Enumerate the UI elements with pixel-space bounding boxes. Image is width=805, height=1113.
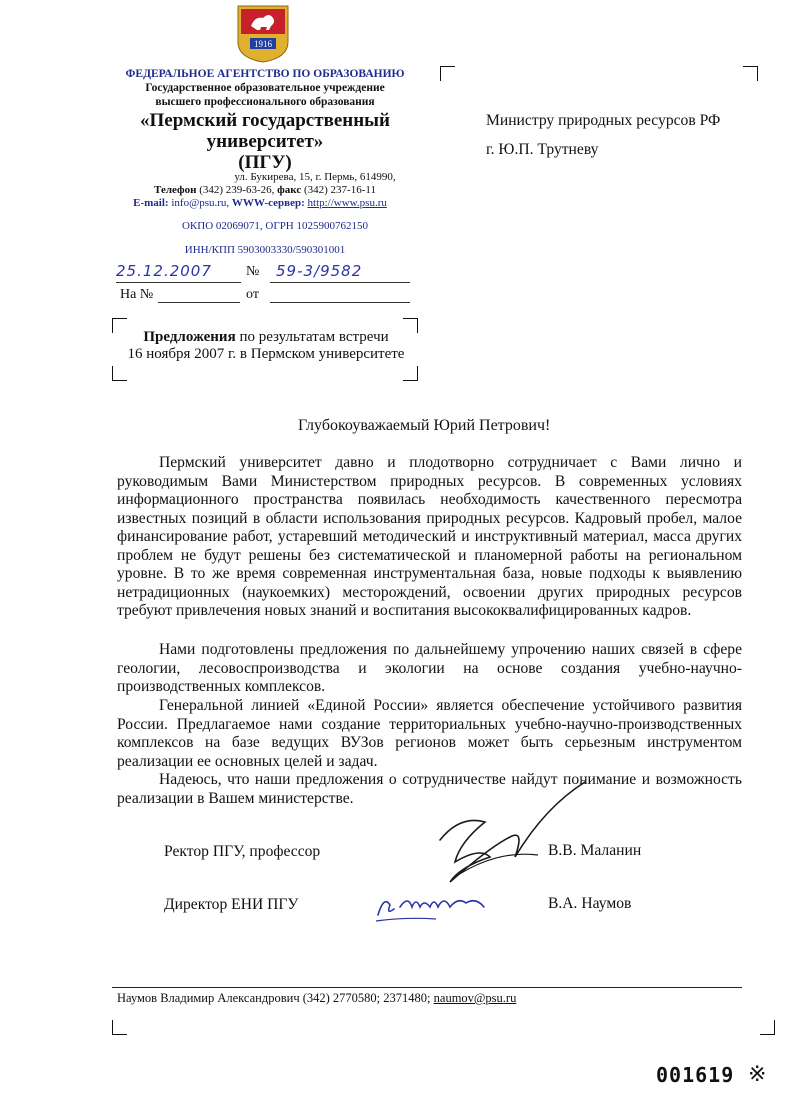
signatory-2-name: В.А. Наумов <box>548 895 632 912</box>
phone-label: Телефон <box>154 184 197 196</box>
reference-underline <box>158 302 240 303</box>
greeting: Глубокоуважаемый Юрий Петрович! <box>298 417 551 434</box>
outgoing-number-field <box>276 262 362 281</box>
subject-line2: 16 ноября 2007 г. в Пермском университете <box>127 346 405 362</box>
subject-corner-br <box>403 366 418 381</box>
subject-line1 <box>116 329 416 346</box>
institution-type-line2: высшего профессионального образования <box>155 96 375 108</box>
body-paragraph-1-text: Пермский университет давно и плодотворно сотрудничает с Вами лично и руководимым Вами Министерством природных ресурсов. В современных условиях информационного пространства появилась необходимость качественного пересмотра известных позиций в области использования природных ресурсов. Кадровый пробел, малое финансирование работ, устаревший методический и инструктивный материал, масса других проблем не будут решены без систематической и планомерной работы на региональном уровне. В то же время современная инструментальная база, новые подходы к выявлению нетрадиционных (наукоемких) месторождений, освоении других природных ресурсов требуют привлечения новых знаний и воспитания высококвалифицированных кадров. <box>117 454 742 619</box>
phone-fax-line <box>100 184 430 197</box>
document-serial-number: 001619 <box>656 1063 735 1087</box>
email-address[interactable]: info@psu.ru, <box>171 197 230 209</box>
recipient-corner-tl <box>440 66 455 81</box>
phone-number: (342) 239-63-26, <box>199 184 275 196</box>
reference-from-label: от <box>246 287 259 302</box>
fax-number: (342) 237-16-11 <box>303 184 376 196</box>
body-paragraph-2-text: Нами подготовлены предложения по дальнейшему упрочению наших связей в сфере геологии, лесовоспроизводства и экологии на основе создания учебно-научно-производственных комплексов. <box>117 641 742 695</box>
footer-email-link[interactable]: naumov@psu.ru <box>433 991 517 1005</box>
recipient-line2: г. Ю.П. Трутневу <box>486 141 599 158</box>
rector-signature <box>420 780 590 900</box>
body-paragraph-3-text: Генеральной линией «Единой России» является обеспечение устойчивого развития России. Предлагаемое нами создание территориальных учебно-научно-производственных комплексов на базе ведущих ВУЗов регионов может быть серьезным инструментом реализации ее основных целей и задач. <box>117 697 742 770</box>
reference-date-underline <box>270 302 410 303</box>
university-abbreviation: (ПГУ) <box>238 152 292 173</box>
body-paragraph-1 <box>117 454 742 621</box>
okpo-ogrn: ОКПО 02069071, ОГРН 1025900762150 <box>181 220 369 232</box>
inn-kpp: ИНН/КПП 5903003330/590301001 <box>184 244 346 256</box>
footer-rule <box>112 987 742 988</box>
signatory-2-position: Директор ЕНИ ПГУ <box>164 896 299 913</box>
body-paragraph-4-text: Надеюсь, что наши предложения о сотрудничестве найдут понимание и возможность реализации в Вашем министерстве. <box>117 771 742 807</box>
number-label: № <box>246 264 260 279</box>
subject-corner-bl <box>112 366 127 381</box>
university-name-line1: «Пермский государственный <box>140 110 390 131</box>
number-underline <box>270 282 410 283</box>
subject-bold: Предложения <box>143 329 236 345</box>
date-underline <box>116 282 241 283</box>
bottom-corner-left <box>112 1020 127 1035</box>
reference-label: На № <box>120 287 154 302</box>
university-crest-logo <box>236 4 290 64</box>
fax-label: факс <box>277 184 302 196</box>
recipient-corner-tr <box>743 66 758 81</box>
serial-mark: ※ <box>748 1061 767 1086</box>
signatory-1-position: Ректор ПГУ, профессор <box>164 843 321 860</box>
agency-name: ФЕДЕРАЛЬНОЕ АГЕНТСТВО ПО ОБРАЗОВАНИЮ <box>125 68 405 80</box>
footer-contact-text: Наумов Владимир Александрович (342) 2770580; 2371480; <box>117 991 431 1005</box>
www-link[interactable]: http://www.psu.ru <box>307 197 387 209</box>
email-label: E-mail: <box>133 197 169 209</box>
email-www-line <box>90 197 430 210</box>
footer-contact <box>117 991 516 1006</box>
body-paragraph-2 <box>117 641 742 697</box>
subject-line <box>116 329 416 363</box>
university-address: ул. Букирева, 15, г. Пермь, 614990, <box>234 171 396 183</box>
outgoing-date-field <box>116 262 241 282</box>
bottom-corner-right <box>760 1020 775 1035</box>
www-label: WWW-сервер: <box>231 197 305 209</box>
body-paragraph-3 <box>117 697 742 771</box>
university-name-line2: университет» <box>206 131 324 152</box>
outgoing-date: 25.12.2007 <box>116 262 212 280</box>
outgoing-number: 59-3/9582 <box>276 262 363 280</box>
institution-type-line1: Государственное образовательное учреждение <box>145 82 385 94</box>
director-signature <box>372 885 502 925</box>
crest-year: 1916 <box>254 39 272 49</box>
signatory-1-name: В.В. Маланин <box>548 842 642 859</box>
recipient-line1: Министру природных ресурсов РФ <box>486 112 721 129</box>
subject-rest: по результатам встречи <box>235 329 389 345</box>
